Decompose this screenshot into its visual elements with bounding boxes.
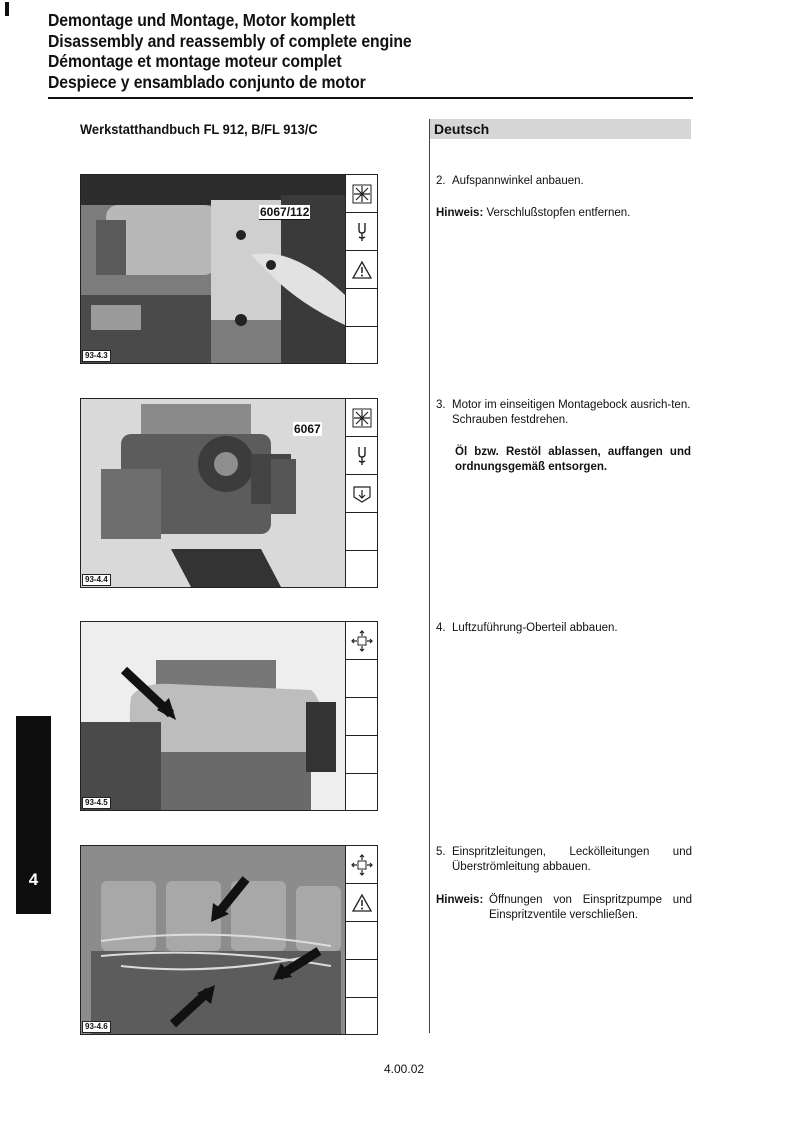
figure-label: 93-4.5	[82, 797, 111, 809]
figure-93-4-5	[80, 621, 378, 811]
figure-label: 93-4.4	[82, 574, 111, 586]
step-number: 2.	[436, 175, 446, 187]
warning-triangle-icon	[346, 884, 377, 922]
figure-label: 93-4.6	[82, 1021, 111, 1033]
hint-label: Hinweis:	[436, 207, 484, 219]
page-titles	[48, 10, 452, 92]
column-divider	[429, 119, 430, 1033]
empty-icon-cell	[346, 736, 377, 774]
title-de: Demontage und Montage, Motor komplett	[48, 10, 356, 30]
icon-column	[346, 399, 377, 587]
figure-93-4-4	[80, 398, 378, 588]
empty-icon-cell	[346, 698, 377, 736]
warning-oil: Öl bzw. Restöl ablassen, auffangen und ordnungsgemäß entsorgen.	[455, 446, 691, 473]
step-text: Motor im einseitigen Montagebock ausrich-ten. Schrauben festdrehen.	[452, 399, 691, 426]
empty-icon-cell	[346, 960, 377, 998]
empty-icon-cell	[346, 327, 377, 364]
remove-parts-icon	[346, 846, 377, 884]
icon-column	[346, 175, 377, 363]
empty-icon-cell	[346, 551, 377, 588]
title-en: Disassembly and reassembly of complete engine	[48, 30, 412, 51]
icon-column	[346, 846, 377, 1034]
header-rule	[48, 97, 693, 99]
hint-label: Hinweis:	[436, 894, 484, 906]
hint-1	[436, 206, 692, 221]
step-2	[436, 174, 692, 189]
hint-2	[436, 893, 692, 923]
empty-icon-cell	[346, 513, 377, 551]
remove-parts-icon	[346, 622, 377, 660]
page-number: 4.00.02	[384, 1062, 425, 1076]
empty-icon-cell	[346, 660, 377, 698]
title-fr: Démontage et montage moteur complet	[48, 51, 342, 71]
step-4	[436, 621, 692, 636]
drain-icon	[346, 475, 377, 513]
engine-photo	[81, 175, 346, 363]
manual-title: Werkstatthandbuch FL 912, B/FL 913/C	[80, 121, 318, 137]
step-text: Einspritzleitungen, Leckölleitungen und Überströmleitung abbauen.	[452, 846, 692, 873]
step-number: 4.	[436, 622, 446, 634]
engine-photo	[81, 846, 346, 1034]
hint-text: Öffnungen von Einspritzpumpe und Einspritzventile verschließen.	[489, 894, 692, 921]
empty-icon-cell	[346, 289, 377, 327]
figure-93-4-3	[80, 174, 378, 364]
section-tab	[16, 716, 51, 914]
warning-triangle-icon	[346, 251, 377, 289]
part-number: 6067/112	[260, 205, 310, 219]
step-number: 3.	[436, 399, 446, 411]
step-text: Luftzuführung-Oberteil abbauen.	[452, 622, 618, 634]
section-number: 4	[28, 870, 39, 889]
title-es: Despiece y ensamblado conjunto de motor	[48, 71, 366, 92]
wrench-icon	[346, 213, 377, 251]
figure-label: 93-4.3	[82, 350, 111, 362]
icon-column	[346, 622, 377, 810]
step-5	[436, 845, 692, 875]
empty-icon-cell	[346, 774, 377, 811]
assembly-tool-icon	[346, 175, 377, 213]
corner-mark	[5, 2, 9, 16]
wrench-icon	[346, 437, 377, 475]
empty-icon-cell	[346, 998, 377, 1035]
empty-icon-cell	[346, 922, 377, 960]
step-text: Aufspannwinkel anbauen.	[452, 175, 584, 187]
part-number: 6067	[294, 422, 321, 436]
assembly-tool-icon	[346, 399, 377, 437]
language-bar	[429, 119, 691, 139]
step-3	[436, 398, 692, 428]
figure-93-4-6	[80, 845, 378, 1035]
engine-photo	[81, 622, 346, 810]
language-label: Deutsch	[434, 121, 490, 137]
hint-text: Verschlußstopfen entfernen.	[486, 207, 631, 219]
step-number: 5.	[436, 846, 446, 858]
